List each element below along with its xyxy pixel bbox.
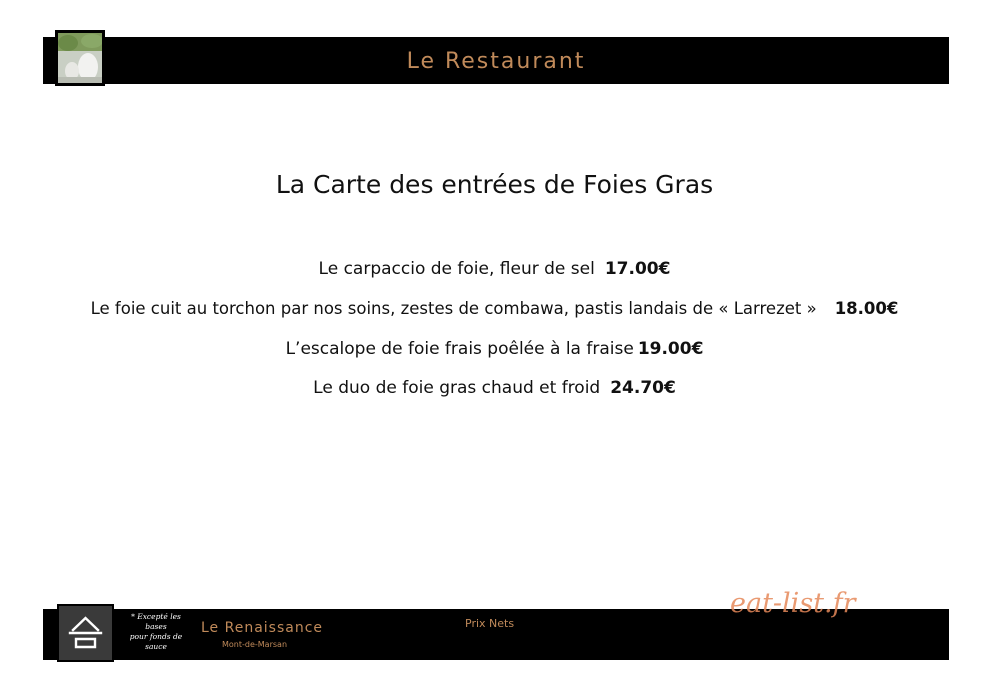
prix-nets-label: Prix Nets xyxy=(465,617,515,630)
footer-note-line: * Excepté les xyxy=(131,612,181,621)
restaurant-photo-image xyxy=(58,33,102,83)
restaurant-logo xyxy=(57,604,114,662)
house-logo-icon xyxy=(59,606,112,660)
menu-item xyxy=(0,339,989,359)
menu-item-name: Le foie cuit au torchon par nos soins, zestes de combawa, pastis landais de « Larrezet » xyxy=(90,299,817,318)
restaurant-photo xyxy=(55,30,105,86)
menu-item xyxy=(0,378,989,398)
menu-item-name: Le carpaccio de foie, fleur de sel xyxy=(318,259,595,279)
menu-item-price: 17.00€ xyxy=(604,259,671,279)
footer-note-line: bases xyxy=(145,622,167,631)
menu-item xyxy=(0,299,989,318)
menu-item-price: 24.70€ xyxy=(610,378,676,398)
menu-item-name: L’escalope de foie frais poêlée à la fraise xyxy=(285,339,634,359)
footer-note-line: pour fonds de xyxy=(129,632,183,641)
footer-note xyxy=(118,612,194,652)
page-title: Le Restaurant xyxy=(406,49,586,74)
menu-heading: La Carte des entrées de Foies Gras xyxy=(275,170,714,199)
footer-city: Mont-de-Marsan xyxy=(222,640,288,649)
menu-item-price: 18.00€ xyxy=(834,299,899,318)
footer-brand: Le Renaissance xyxy=(201,620,324,636)
watermark: eat-list.fr xyxy=(730,588,856,619)
menu-item-name: Le duo de foie gras chaud et froid xyxy=(313,378,601,398)
menu-item-price: 19.00€ xyxy=(637,339,704,359)
footer-note-line: sauce xyxy=(145,642,167,651)
menu-item xyxy=(0,259,989,279)
